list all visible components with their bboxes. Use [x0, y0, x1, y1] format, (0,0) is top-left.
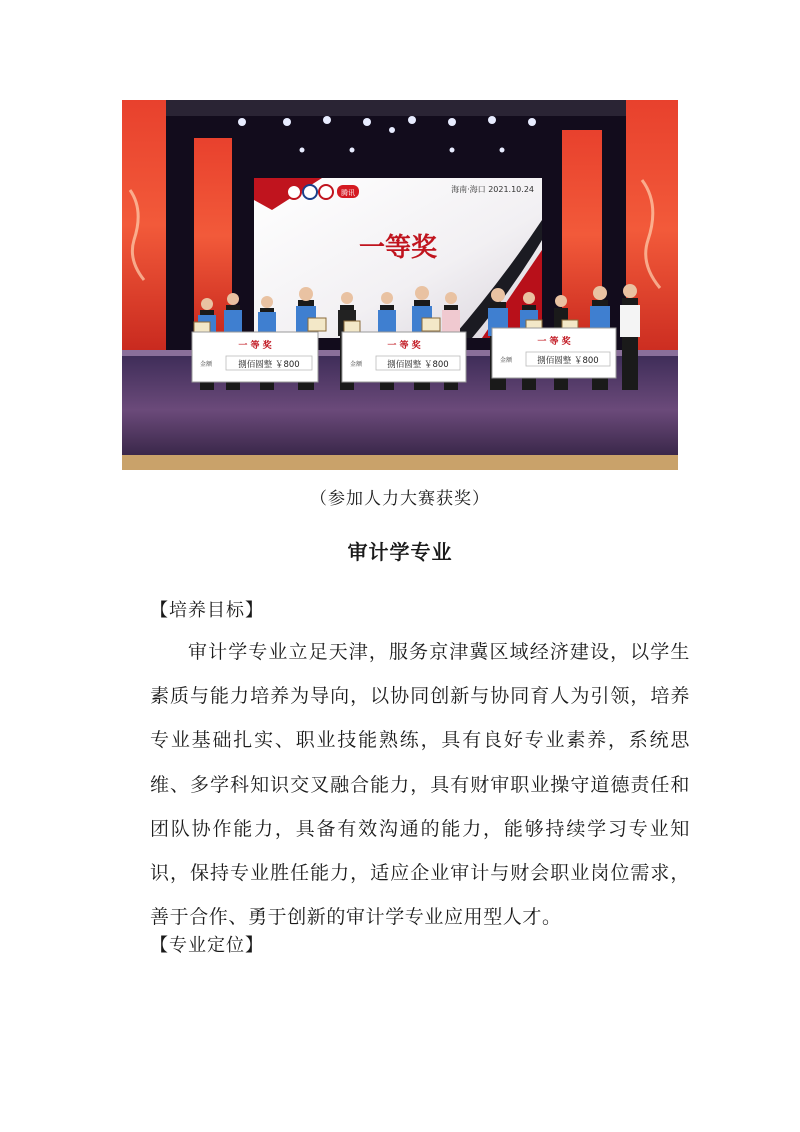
- award-ceremony-illustration: [122, 100, 678, 470]
- cheque-payee: 金额: [350, 361, 363, 368]
- section-title: 审计学专业: [347, 540, 453, 564]
- major-positioning-label: 【专业定位】: [150, 935, 264, 956]
- screen-location-date: 海南·海口 2021.10.24: [451, 185, 534, 194]
- screen-award-title: 一等奖: [358, 233, 438, 263]
- cheque-amount: 捌佰圆整 ￥800: [537, 356, 599, 366]
- cheque-amount: 捌佰圆整 ￥800: [387, 360, 449, 370]
- training-goal-label: 【培养目标】: [150, 600, 264, 621]
- screen-logo-text: 腾讯: [341, 189, 355, 197]
- photo-caption: （参加人力大赛获奖）: [310, 489, 490, 509]
- cheque-title: 一 等 奖: [238, 341, 272, 351]
- award-ceremony-photo: [122, 100, 678, 470]
- cheque-title: 一 等 奖: [387, 341, 421, 351]
- cheque-title: 一 等 奖: [537, 337, 571, 347]
- award-cheque-3: [492, 328, 616, 378]
- award-cheque-2: [342, 332, 466, 382]
- cheque-payee: 金额: [200, 361, 213, 368]
- award-cheque-1: [192, 332, 318, 382]
- cheque-amount: 捌佰圆整 ￥800: [238, 360, 300, 370]
- cheque-payee: 金额: [500, 357, 513, 364]
- training-goal-paragraph: 审计学专业立足天津，服务京津冀区域经济建设，以学生素质与能力培养为导向，以协同创新与协同育人为引领，培养专业基础扎实、职业技能熟练，具有良好专业素养，系统思维、多学科知识交叉融合能力，具有财审职业操守道德责任和团队协作能力，具备有效沟通的能力，能够持续学习专业知识，保持专业胜任能力，适应企业审计与财会职业岗位需求，善于合作、勇于创新的审计学专业应用型人才。: [150, 641, 690, 929]
